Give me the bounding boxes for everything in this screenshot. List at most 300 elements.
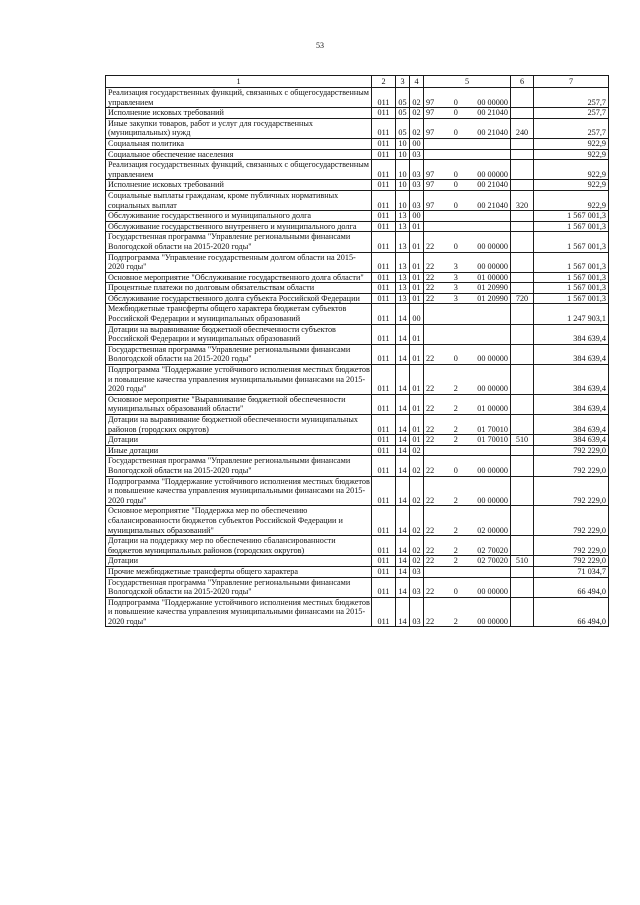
target-article-code [424,445,511,456]
column-header: 4 [410,76,424,88]
table-row [106,324,609,344]
target-article-code [424,108,511,119]
ministry-code: 011 [372,506,396,536]
amount: 922,9 [534,138,609,149]
section-code: 14 [396,415,410,435]
row-name: Подпрограмма "Поддержание устойчивого исполнения местных бюджетов и повышение качества управления муниципальными финансами на 2015-2020 годы" [106,597,372,627]
target-article-part: 00 00000 [477,241,508,251]
amount: 384 639,4 [534,344,609,364]
target-article-parts [424,108,510,118]
target-article-parts [424,201,510,211]
target-article-code [424,252,511,272]
amount: 384 639,4 [534,394,609,414]
table-row [106,160,609,180]
target-article-part: 22 [426,545,435,555]
target-article-part: 0 [453,354,458,364]
table-row [106,211,609,222]
row-name: Подпрограмма "Поддержание устойчивого исполнения местных бюджетов и повышение качества управления муниципальными финансами на 2015-2020 годы" [106,365,372,395]
subsection-code: 03 [410,190,424,210]
expense-type-code [511,324,534,344]
target-article-part: 22 [426,384,435,394]
row-name: Дотации на поддержку мер по обеспечению сбалансированности бюджетов муниципальных районов (городских округов) [106,536,372,556]
ministry-code: 011 [372,118,396,138]
section-code: 14 [396,394,410,414]
row-name: Основное мероприятие "Обслуживание государственного долга области" [106,272,372,283]
row-name: Дотации [106,556,372,567]
row-name: Социальная политика [106,138,372,149]
table-row [106,476,609,506]
subsection-code: 01 [410,293,424,304]
amount: 1 567 001,3 [534,293,609,304]
amount: 71 034,7 [534,566,609,577]
target-article-code [424,293,511,304]
target-article-part: 01 00000 [477,404,508,414]
subsection-code: 02 [410,88,424,108]
target-article-part: 02 70020 [477,556,508,566]
table-row [106,394,609,414]
target-article-part: 00 00000 [477,384,508,394]
row-name: Дотации на выравнивание бюджетной обеспеченности субъектов Российской Федерации и муниципальных образований [106,324,372,344]
target-article-part: 22 [426,465,435,475]
target-article-part: 0 [453,97,458,107]
target-article-code [424,394,511,414]
target-article-parts [424,273,510,283]
table-row [106,304,609,324]
section-code: 13 [396,232,410,252]
ministry-code: 011 [372,597,396,627]
column-header: 6 [511,76,534,88]
subsection-code: 03 [410,180,424,191]
target-article-code [424,180,511,191]
target-article-part: 97 [426,97,435,107]
ministry-code: 011 [372,394,396,414]
row-name: Социальное обеспечение населения [106,149,372,160]
ministry-code: 011 [372,456,396,476]
ministry-code: 011 [372,556,396,567]
target-article-parts [424,587,510,597]
subsection-code: 03 [410,566,424,577]
target-article-part: 97 [426,169,435,179]
target-article-part: 0 [453,108,458,118]
target-article-part: 00 21040 [477,128,508,138]
expense-type-code [511,283,534,294]
ministry-code: 011 [372,211,396,222]
amount: 792 229,0 [534,536,609,556]
table-row [106,190,609,210]
target-article-part: 97 [426,200,435,210]
section-code: 14 [396,435,410,446]
target-article-part: 2 [453,424,458,434]
target-article-part: 00 00000 [477,354,508,364]
target-article-parts [424,526,510,536]
row-name: Межбюджетные трансферты общего характера бюджетам субъектов Российской Федерации и муниципальных образований [106,304,372,324]
column-header: 7 [534,76,609,88]
subsection-code: 00 [410,138,424,149]
section-code: 05 [396,88,410,108]
target-article-part: 97 [426,128,435,138]
row-name: Иные дотации [106,445,372,456]
section-code: 10 [396,180,410,191]
target-article-part: 0 [453,180,458,190]
subsection-code: 01 [410,221,424,232]
row-name: Обслуживание государственного внутреннего и муниципального долга [106,221,372,232]
target-article-part: 2 [453,404,458,414]
row-name: Дотации на выравнивание бюджетной обеспеченности муниципальных районов (городских округов) [106,415,372,435]
amount: 384 639,4 [534,365,609,395]
row-name: Дотации [106,435,372,446]
ministry-code: 011 [372,435,396,446]
subsection-code: 01 [410,365,424,395]
table-row [106,506,609,536]
target-article-parts [424,384,510,394]
ministry-code: 011 [372,272,396,283]
target-article-part: 22 [426,293,435,303]
subsection-code: 01 [410,415,424,435]
table-row [106,88,609,108]
target-article-part: 22 [426,262,435,272]
table-row [106,108,609,119]
amount: 1 247 903,1 [534,304,609,324]
section-code: 14 [396,365,410,395]
row-name: Государственная программа "Управление региональными финансами Вологодской области на 2015-2020 годы" [106,232,372,252]
header-row [106,76,609,88]
section-code: 10 [396,138,410,149]
section-code: 10 [396,160,410,180]
expense-type-code: 320 [511,190,534,210]
subsection-code: 03 [410,577,424,597]
expense-type-code [511,138,534,149]
subsection-code: 00 [410,304,424,324]
section-code: 14 [396,506,410,536]
target-article-parts [424,496,510,506]
table-row [106,180,609,191]
ministry-code: 011 [372,180,396,191]
target-article-code [424,536,511,556]
table-body [106,88,609,627]
expense-type-code [511,577,534,597]
target-article-part: 22 [426,587,435,597]
ministry-code: 011 [372,190,396,210]
amount: 922,9 [534,190,609,210]
expense-type-code [511,180,534,191]
target-article-part: 00 00000 [477,587,508,597]
ministry-code: 011 [372,476,396,506]
target-article-part: 00 00000 [477,97,508,107]
subsection-code: 01 [410,272,424,283]
target-article-part: 22 [426,616,435,626]
target-article-code [424,221,511,232]
table-row [106,221,609,232]
table-row [106,293,609,304]
target-article-part: 22 [426,272,435,282]
amount: 1 567 001,3 [534,272,609,283]
amount: 1 567 001,3 [534,283,609,294]
target-article-parts [424,466,510,476]
target-article-part: 01 00000 [477,272,508,282]
row-name: Исполнение исковых требований [106,108,372,119]
ministry-code: 011 [372,160,396,180]
target-article-code [424,324,511,344]
table-row [106,556,609,567]
expense-type-code [511,394,534,414]
subsection-code: 01 [410,232,424,252]
target-article-part: 2 [453,556,458,566]
row-name: Реализация государственных функций, связанных с общегосударственным управлением [106,88,372,108]
target-article-parts [424,170,510,180]
subsection-code: 02 [410,456,424,476]
section-code: 14 [396,556,410,567]
table-row [106,456,609,476]
target-article-part: 00 00000 [477,169,508,179]
amount: 792 229,0 [534,445,609,456]
section-code: 05 [396,118,410,138]
target-article-part: 22 [426,424,435,434]
amount: 1 567 001,3 [534,232,609,252]
table-row [106,252,609,272]
table-row [106,577,609,597]
expense-type-code [511,149,534,160]
table-row [106,138,609,149]
target-article-part: 00 00000 [477,495,508,505]
table-row [106,118,609,138]
target-article-code [424,118,511,138]
amount: 792 229,0 [534,476,609,506]
row-name: Иные закупки товаров, работ и услуг для государственных (муниципальных) нужд [106,118,372,138]
target-article-part: 2 [453,384,458,394]
table-row [106,415,609,435]
section-code: 13 [396,272,410,283]
target-article-part: 22 [426,354,435,364]
subsection-code: 01 [410,394,424,414]
section-code: 14 [396,456,410,476]
ministry-code: 011 [372,293,396,304]
amount: 257,7 [534,118,609,138]
target-article-part: 00 00000 [477,465,508,475]
target-article-code [424,506,511,536]
target-article-parts [424,294,510,304]
amount: 792 229,0 [534,456,609,476]
ministry-code: 011 [372,304,396,324]
expense-type-code [511,566,534,577]
expense-type-code: 510 [511,556,534,567]
target-article-parts [424,354,510,364]
ministry-code: 011 [372,149,396,160]
expense-type-code: 720 [511,293,534,304]
amount: 1 567 001,3 [534,252,609,272]
row-name: Подпрограмма "Управление государственным долгом области на 2015-2020 годы" [106,252,372,272]
ministry-code: 011 [372,221,396,232]
target-article-parts [424,283,510,293]
row-name: Основное мероприятие "Поддержка мер по обеспечению сбалансированности бюджетов субъектов Российской Федерации и муниципальных образований" [106,506,372,536]
ministry-code: 011 [372,138,396,149]
ministry-code: 011 [372,108,396,119]
target-article-code [424,304,511,324]
section-code: 10 [396,190,410,210]
subsection-code: 01 [410,435,424,446]
expense-type-code [511,344,534,364]
ministry-code: 011 [372,232,396,252]
subsection-code: 02 [410,445,424,456]
target-article-part: 0 [453,128,458,138]
target-article-code [424,138,511,149]
amount: 792 229,0 [534,556,609,567]
expense-type-code [511,221,534,232]
target-article-code [424,283,511,294]
target-article-part: 00 21040 [477,200,508,210]
row-name: Прочие межбюджетные трансферты общего характера [106,566,372,577]
amount: 384 639,4 [534,324,609,344]
expense-type-code: 240 [511,118,534,138]
expense-type-code [511,272,534,283]
ministry-code: 011 [372,536,396,556]
amount: 66 494,0 [534,577,609,597]
target-article-parts [424,435,510,445]
subsection-code: 01 [410,252,424,272]
table-row [106,365,609,395]
section-code: 14 [396,445,410,456]
target-article-code [424,160,511,180]
row-name: Основное мероприятие "Выравнивание бюджетной обеспеченности муниципальных образований области" [106,394,372,414]
target-article-parts [424,180,510,190]
section-code: 05 [396,108,410,119]
section-code: 13 [396,221,410,232]
subsection-code: 02 [410,476,424,506]
ministry-code: 011 [372,577,396,597]
target-article-parts [424,262,510,272]
ministry-code: 011 [372,252,396,272]
section-code: 14 [396,344,410,364]
expense-type-code [511,456,534,476]
budget-table [105,75,609,627]
target-article-part: 3 [453,283,458,293]
expense-type-code [511,536,534,556]
amount: 384 639,4 [534,435,609,446]
ministry-code: 011 [372,365,396,395]
expense-type-code [511,445,534,456]
target-article-code [424,88,511,108]
row-name: Исполнение исковых требований [106,180,372,191]
expense-type-code [511,252,534,272]
table-row [106,566,609,577]
target-article-part: 01 70010 [477,424,508,434]
target-article-code [424,476,511,506]
row-name: Процентные платежи по долговым обязательствам области [106,283,372,294]
section-code: 14 [396,324,410,344]
section-code: 14 [396,597,410,627]
ministry-code: 011 [372,344,396,364]
target-article-part: 22 [426,556,435,566]
amount: 66 494,0 [534,597,609,627]
ministry-code: 011 [372,415,396,435]
table-row [106,283,609,294]
target-article-part: 0 [453,169,458,179]
amount: 1 567 001,3 [534,211,609,222]
subsection-code: 03 [410,597,424,627]
target-article-code [424,566,511,577]
expense-type-code [511,160,534,180]
target-article-part: 01 20990 [477,293,508,303]
target-article-parts [424,546,510,556]
expense-type-code [511,88,534,108]
amount: 257,7 [534,108,609,119]
target-article-part: 0 [453,200,458,210]
section-code: 13 [396,293,410,304]
row-name: Социальные выплаты гражданам, кроме публичных нормативных социальных выплат [106,190,372,210]
target-article-part: 2 [453,435,458,445]
table-row [106,232,609,252]
section-code: 14 [396,476,410,506]
expense-type-code: 510 [511,435,534,446]
expense-type-code [511,304,534,324]
expense-type-code [511,108,534,119]
target-article-part: 22 [426,241,435,251]
target-article-part: 97 [426,108,435,118]
target-article-code [424,232,511,252]
subsection-code: 01 [410,283,424,294]
section-code: 13 [396,211,410,222]
target-article-part: 3 [453,272,458,282]
subsection-code: 00 [410,211,424,222]
amount: 257,7 [534,88,609,108]
target-article-parts [424,556,510,566]
row-name: Государственная программа "Управление региональными финансами Вологодской области на 2015-2020 годы" [106,577,372,597]
expense-type-code [511,232,534,252]
expense-type-code [511,476,534,506]
section-code: 14 [396,536,410,556]
subsection-code: 02 [410,536,424,556]
target-article-part: 00 00000 [477,616,508,626]
subsection-code: 03 [410,149,424,160]
column-header: 3 [396,76,410,88]
section-code: 10 [396,149,410,160]
target-article-code [424,435,511,446]
target-article-part: 2 [453,545,458,555]
target-article-part: 22 [426,495,435,505]
target-article-part: 3 [453,293,458,303]
target-article-code [424,415,511,435]
amount: 922,9 [534,180,609,191]
target-article-parts [424,98,510,108]
subsection-code: 02 [410,556,424,567]
target-article-part: 0 [453,465,458,475]
subsection-code: 01 [410,344,424,364]
ministry-code: 011 [372,566,396,577]
amount: 1 567 001,3 [534,221,609,232]
table-row [106,344,609,364]
amount: 922,9 [534,160,609,180]
subsection-code: 02 [410,118,424,138]
target-article-part: 97 [426,180,435,190]
target-article-parts [424,128,510,138]
table-row [106,149,609,160]
expense-type-code [511,506,534,536]
target-article-part: 02 00000 [477,525,508,535]
row-name: Обслуживание государственного долга субъекта Российской Федерации [106,293,372,304]
table-row [106,445,609,456]
section-code: 13 [396,283,410,294]
target-article-code [424,597,511,627]
expense-type-code [511,365,534,395]
target-article-part: 22 [426,283,435,293]
target-article-part: 0 [453,587,458,597]
target-article-code [424,456,511,476]
page-number: 53 [316,41,324,50]
table-row [106,272,609,283]
target-article-part: 22 [426,435,435,445]
section-code: 14 [396,577,410,597]
target-article-part: 2 [453,525,458,535]
ministry-code: 011 [372,324,396,344]
